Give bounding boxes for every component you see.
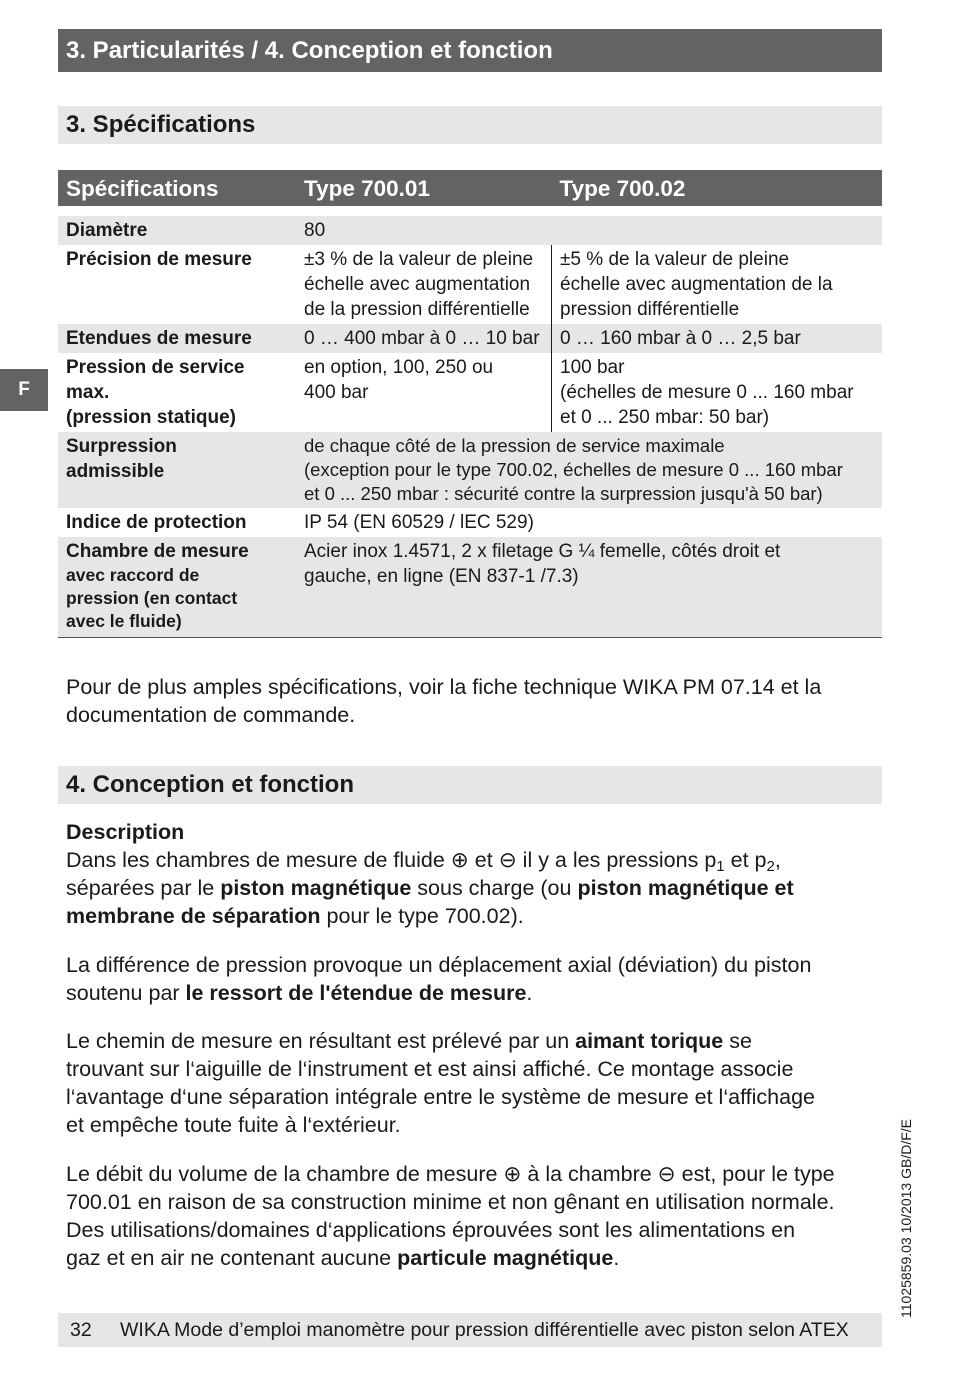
table-row (58, 353, 882, 432)
row-value-etendues-700-02: 0 … 160 mbar à 0 … 2,5 bar (552, 324, 883, 353)
language-tab: F (0, 369, 48, 411)
table-header-row (58, 170, 882, 206)
row-value-chambre: Acier inox 1.4571, 2 x filetage G ¼ femelle, côtés droit et gauche, en ligne (EN 837-1 /7.3) (296, 537, 882, 638)
description-paragraph-2: La différence de pression provoque un déplacement axial (déviation) du piston soutenu par le ressort de l'étendue de mesure. (66, 953, 812, 1005)
header-type-700-02: Type 700.02 (552, 170, 883, 206)
table-row (58, 508, 882, 537)
row-label-chambre: Chambre de mesure avec raccord de pression (en contact avec le fluide) (58, 537, 296, 638)
table-row (58, 245, 882, 324)
specifications-table (58, 170, 882, 638)
row-label-etendues: Etendues de mesure (58, 324, 296, 353)
section-4-heading: 4. Conception et fonction (58, 766, 882, 804)
row-label-pression-service: Pression de service max. (pression statique) (66, 357, 245, 428)
table-row (58, 537, 882, 638)
page-footer (58, 1313, 882, 1347)
further-specs-note: Pour de plus amples spécifications, voir la fiche technique WIKA PM 07.14 et la documentation de commande. (66, 675, 822, 727)
row-value-pression-service-700-02: 100 bar (échelles de mesure 0 ... 160 mbar et 0 ... 250 mbar: 50 bar) (552, 353, 883, 432)
description-paragraph-4: Le débit du volume de la chambre de mesure ⊕ à la chambre ⊖ est, pour le type 700.01 en raison de sa construction minime et non gênant en utilisation normale. Des utilisations/domaines d‘applications éprouvées sont les alimentations en gaz et en air ne contenant aucune particule magnétique. (66, 1162, 835, 1270)
description-heading: Description (66, 820, 185, 844)
section-3-heading: 3. Spécifications (58, 106, 882, 144)
row-value-etendues-700-01: 0 … 400 mbar à 0 … 10 bar (296, 324, 552, 353)
row-label-diametre: Diamètre (58, 216, 296, 245)
header-specifications: Spécifications (58, 170, 296, 206)
description-paragraph-1: Description Dans les chambres de mesure de fluide ⊕ et ⊖ il y a les pressions $p_1$ et $p_2$, séparées par le piston magnétique sous charge (ou piston magnétique et membrane de séparation pour le type 700.02). (66, 818, 881, 930)
page-header-title: 3. Particularités / 4. Conception et fonction (58, 29, 882, 72)
footer-text: WIKA Mode d’emploi manomètre pour pression différentielle avec piston selon ATEX (120, 1319, 849, 1341)
row-value-indice: IP 54 (EN 60529 / lEC 529) (304, 512, 534, 533)
row-value-pression-service-700-01: en option, 100, 250 ou 400 bar (304, 357, 494, 403)
row-label-surpression: Surpression admissible (58, 432, 296, 508)
description-paragraph-3: Le chemin de mesure en résultant est prélevé par un aimant torique se trouvant sur l‘aiguille de l‘instrument et est ainsi affiché. Ce montage associe l‘avantage d‘une séparation intégrale entre le système de mesure et l‘affichage et empêche toute fuite à l‘extérieur. (66, 1029, 815, 1137)
table-row (58, 432, 882, 508)
row-label-indice: Indice de protection (66, 512, 247, 533)
row-value-precision-700-02: ±5 % de la valeur de pleine échelle avec augmentation de la pression différentielle (552, 245, 883, 324)
row-value-surpression: de chaque côté de la pression de service maximale (exception pour le type 700.02, échelles de mesure 0 ... 160 mbar et 0 ... 250 mbar : sécurité contre la surpression jusqu'à 50 bar) (296, 432, 882, 508)
table-row (58, 324, 882, 353)
row-label-precision: Précision de mesure (66, 249, 252, 270)
page-number: 32 (70, 1319, 92, 1341)
table-row (58, 216, 882, 245)
header-type-700-01: Type 700.01 (296, 170, 552, 206)
document-code: 11025859.03 10/2013 GB/D/F/E (898, 1119, 914, 1318)
row-value-diametre: 80 (296, 216, 882, 245)
row-value-precision-700-01: ±3 % de la valeur de pleine échelle avec augmentation de la pression différentielle (304, 249, 534, 320)
